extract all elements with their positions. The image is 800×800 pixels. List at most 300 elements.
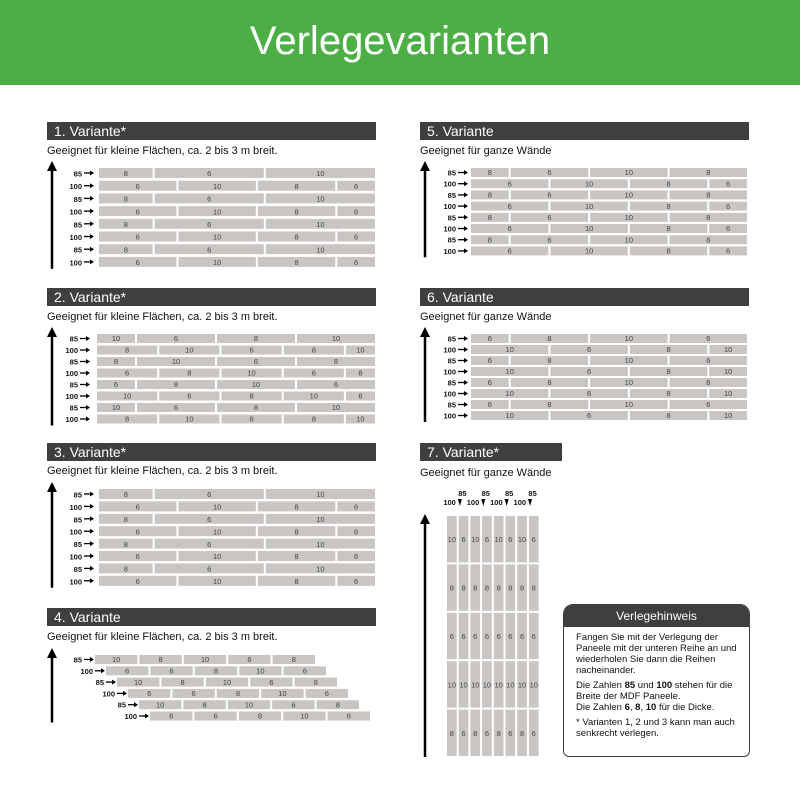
v6-board-thickness: 6 [587,345,592,355]
v3-row-label: 100 [69,502,82,512]
v4-board-thickness: 6 [147,689,152,699]
v1-row-label: 85 [73,245,82,255]
v7-bottom-label: 100 [466,498,480,507]
v3-up-arrow-head [47,482,57,492]
v4-row-arrow-head [101,668,105,673]
v4-row-arrow-head [145,714,149,719]
v2-board-thickness: 6 [249,345,254,355]
v3-board-thickness: 8 [294,502,299,512]
v3-board-thickness: 10 [212,502,222,512]
v3-board-thickness: 8 [123,490,128,500]
v7-board-thickness: 6 [508,632,513,641]
v4-board-thickness: 10 [200,655,210,665]
v2-board-thickness: 10 [122,391,132,401]
v2-board-thickness: 10 [171,357,181,367]
v2-board-thickness: 10 [309,391,318,401]
v4-board-thickness: 8 [158,655,163,665]
v2-row-label: 100 [65,346,78,355]
v7-board-thickness: 10 [471,535,480,545]
v7-board-thickness: 10 [482,680,492,690]
v5-row-label: 100 [443,179,456,189]
v7-bottom-label: 100 [443,498,456,507]
v4-board-thickness: 6 [291,700,296,710]
v2-row-arrow-head [86,394,90,399]
v2-board-thickness: 8 [173,380,179,390]
v7-board-thickness: 6 [531,728,536,738]
v5-board-thickness: 6 [547,190,552,200]
v3-board-thickness: 8 [123,515,128,524]
v4-board-thickness: 8 [335,700,340,710]
hint-paragraph-2 [576,680,743,713]
v1-board-thickness: 6 [354,258,359,268]
v5-board-thickness: 6 [507,224,512,234]
v1-board-thickness: 10 [316,169,325,179]
v5-board-thickness: 10 [584,224,594,234]
v7-board-thickness: 10 [447,535,457,545]
v1-row-label: 100 [69,182,82,192]
v4-board-thickness: 8 [291,655,296,665]
v6-board-thickness: 10 [505,411,514,421]
v1-board-thickness: 6 [135,207,140,217]
v6-board-thickness: 8 [666,345,671,355]
v4-board-thickness: 6 [213,711,218,721]
v7-bottom-label: 100 [490,498,503,507]
v7-board-thickness: 10 [447,680,457,690]
v6-board-thickness: 6 [487,356,492,366]
v4-row-label: 100 [102,689,115,699]
v1-row-arrow-head [90,234,94,239]
v7-board-thickness: 6 [531,632,536,641]
v1-row-arrow-head [90,221,94,226]
v5-board-thickness: 8 [487,168,492,178]
v4-board-thickness: 6 [191,689,196,699]
v6-row-label: 100 [443,367,456,377]
v5-board-thickness: 8 [706,235,711,245]
v2-board-thickness: 10 [185,345,194,355]
v6-row-arrow-head [464,336,468,341]
v6-board-thickness: 10 [505,389,514,399]
v3-board-thickness: 6 [135,502,140,512]
v1-row-label: 85 [73,220,82,230]
v6-board-thickness: 10 [723,411,733,421]
v1-row-arrow-head [90,247,94,252]
v2-board-thickness: 8 [125,414,130,424]
v7-board-thickness: 8 [449,583,454,593]
v7-down-arrow [505,499,509,506]
v7-board-thickness: 8 [508,583,513,593]
v4-board-thickness: 10 [278,689,287,699]
hint-bold-10: 10 [645,702,657,713]
v7-bottom-label: 100 [513,498,527,507]
v3-row-arrow-head [90,492,94,497]
v3-row-arrow-head [90,578,94,583]
v5-row-arrow-head [464,181,468,186]
v5-board-thickness: 10 [624,235,634,245]
v4-row-label: 100 [80,666,93,676]
hint-bold-8: 8 [635,702,641,713]
v6-board-thickness: 6 [587,411,592,421]
v4-up-arrow-head [47,648,57,658]
v5-board-thickness: 6 [547,213,552,222]
v7-board-thickness: 6 [519,632,525,641]
v7-board-thickness: 8 [496,728,501,738]
v3-row-arrow-head [90,529,94,534]
v4-board-thickness: 10 [244,700,254,710]
v4-board-thickness: 10 [134,677,143,687]
v3-board-thickness: 10 [212,552,222,562]
v7-down-arrow [528,499,532,506]
v6-board-thickness: 6 [587,389,592,399]
v4-row-arrow-head [134,702,138,707]
v5-board-thickness: 10 [624,213,634,222]
v3-row-arrow-head [90,566,94,571]
v2-board-thickness: 10 [356,345,365,355]
v2-row-arrow-head [86,359,90,364]
v2-board-thickness: 6 [253,357,259,367]
v5-board-thickness: 10 [584,179,594,189]
v6-board-thickness: 8 [547,334,552,344]
v1-row-arrow-head [90,183,94,188]
v4-board-thickness: 6 [169,666,174,676]
v7-board-thickness: 8 [484,583,490,593]
v5-board-thickness: 8 [487,213,492,222]
hint-text: Die Zahlen [576,680,625,691]
v7-top-label: 85 [458,489,467,498]
v1-row-arrow-head [90,171,94,176]
v2-row-label: 85 [69,380,78,390]
section-subtitle-variant-5: Geeignet für ganze Wände [420,145,552,157]
v2-board-thickness: 8 [113,357,119,367]
v6-board-thickness: 6 [706,400,711,410]
v2-board-thickness: 8 [253,403,259,413]
v5-board-thickness: 6 [507,179,512,189]
v3-board-thickness: 8 [123,564,128,574]
v2-board-thickness: 8 [311,414,316,424]
v5-board-thickness: 8 [487,235,492,245]
v4-board-thickness: 6 [169,711,174,721]
v3-board-thickness: 10 [316,539,325,549]
section-subtitle-variant-3: Geeignet für kleine Flächen, ca. 2 bis 3 m breit. [47,465,278,477]
v5-board-thickness: 6 [507,201,512,211]
v3-board-thickness: 6 [354,502,359,512]
v1-board-thickness: 8 [294,207,299,217]
v1-board-thickness: 8 [123,194,128,204]
v1-board-thickness: 10 [316,245,325,255]
v6-row-label: 85 [447,378,456,388]
v6-board-thickness: 10 [624,378,634,388]
v7-board-thickness: 10 [494,680,503,690]
v2-board-thickness: 6 [187,391,192,401]
v1-board-thickness: 6 [354,181,359,191]
v4-board-thickness: 6 [346,711,351,721]
v4-board-thickness: 8 [213,666,219,676]
v1-row-label: 100 [69,233,82,242]
v3-board-thickness: 6 [354,527,359,537]
v1-row-arrow-head [90,196,94,201]
hint-paragraph-3: * Varianten 1, 2 und 3 kann man auch senkrecht verlegen. [576,717,735,739]
v1-board-thickness: 8 [123,245,128,255]
v4-board-thickness: 10 [112,655,121,665]
v6-row-arrow-head [464,413,468,418]
v7-board-thickness: 6 [484,535,490,545]
v5-up-arrow-head [420,161,430,171]
v6-board-thickness: 6 [706,334,711,344]
v4-board-thickness: 8 [313,677,318,687]
v2-board-thickness: 10 [247,368,256,378]
v3-row-label: 100 [69,552,82,562]
v4-board-thickness: 8 [235,689,241,699]
v7-board-thickness: 8 [519,583,525,593]
v5-board-thickness: 8 [706,168,711,178]
v2-row-label: 85 [69,403,78,413]
v6-row-arrow-head [464,369,468,374]
v6-board-thickness: 10 [624,400,634,410]
v1-board-thickness: 8 [123,220,128,229]
v5-board-thickness: 8 [706,190,711,200]
hint-body [564,627,749,739]
v1-board-thickness: 6 [207,194,212,204]
v4-board-thickness: 10 [222,677,232,687]
v6-board-thickness: 10 [624,356,634,366]
v2-row-label: 100 [65,415,78,424]
v2-row-arrow-head [86,382,90,387]
v4-row-arrow-head [123,691,127,696]
v3-board-thickness: 6 [135,577,140,586]
v5-row-label: 85 [447,190,456,200]
v5-row-arrow-head [464,237,468,242]
v4-row-arrow-head [90,657,94,662]
v3-row-arrow-head [90,504,94,509]
v6-row-label: 85 [447,400,456,410]
v2-board-thickness: 8 [253,334,259,344]
v1-board-thickness: 10 [212,181,222,191]
page-title: Verlegevarianten [249,19,551,63]
v5-row-label: 85 [447,168,456,178]
v3-board-thickness: 10 [212,577,222,586]
v1-board-thickness: 6 [135,181,140,191]
v3-board-thickness: 6 [135,552,140,562]
v1-row-arrow-head [90,259,94,264]
v4-row-label: 85 [73,655,82,665]
hint-bold-85: 85 [624,680,636,691]
v2-board-thickness: 6 [113,380,119,390]
v7-board-thickness: 10 [494,535,503,545]
v5-board-thickness: 6 [726,201,731,211]
v5-board-thickness: 10 [624,168,634,178]
v3-board-thickness: 6 [207,515,212,524]
v6-board-thickness: 6 [487,400,492,410]
v6-row-arrow-head [464,347,468,352]
v4-board-thickness: 10 [300,711,309,721]
v2-board-thickness: 10 [356,414,365,424]
v5-board-thickness: 6 [726,179,731,189]
v3-board-thickness: 10 [212,527,222,537]
v5-row-label: 85 [447,235,456,245]
v5-board-thickness: 6 [547,168,552,178]
v5-board-thickness: 8 [666,201,671,211]
v6-row-arrow-head [464,402,468,407]
v1-board-thickness: 8 [123,169,128,179]
v4-board-thickness: 6 [302,666,307,676]
laying-hint-box [563,604,750,757]
v2-board-thickness: 10 [251,380,261,390]
v4-board-thickness: 10 [256,666,265,676]
v1-row-label: 100 [69,207,82,217]
v7-board-thickness: 6 [508,535,513,545]
v5-row-label: 100 [443,246,456,256]
v2-board-thickness: 6 [125,368,130,378]
v2-board-thickness: 6 [311,368,316,378]
v7-board-thickness: 10 [506,680,515,690]
v3-row-label: 85 [73,540,82,550]
v6-board-thickness: 10 [723,367,733,377]
v7-board-thickness: 8 [496,583,501,593]
v2-board-thickness: 8 [333,357,339,367]
v6-board-thickness: 10 [723,389,733,399]
v3-board-thickness: 6 [354,552,359,562]
v1-row-arrow-head [90,209,94,214]
v2-board-thickness: 10 [331,403,341,413]
v1-board-thickness: 10 [316,220,325,229]
v5-board-thickness: 6 [726,246,731,256]
v5-board-thickness: 10 [584,201,594,211]
v3-row-label: 100 [69,577,82,587]
v3-board-thickness: 6 [135,527,140,537]
v3-row-label: 85 [73,490,82,500]
v6-row-arrow-head [464,358,468,363]
v4-board-thickness: 6 [247,655,252,665]
v7-board-thickness: 6 [461,728,466,738]
v3-row-arrow-head [90,516,94,521]
v7-board-thickness: 10 [517,535,527,545]
v3-board-thickness: 10 [316,564,325,574]
v2-board-thickness: 6 [173,334,179,344]
v2-board-thickness: 8 [125,345,130,355]
v3-board-thickness: 6 [354,577,359,586]
v4-board-thickness: 6 [269,677,274,687]
v5-row-arrow-head [464,204,468,209]
v3-row-label: 85 [73,564,82,574]
v2-board-thickness: 8 [249,391,254,401]
hint-text: stehen für die Breite der MDF Paneele. [576,680,733,702]
v6-board-thickness: 6 [706,356,711,366]
v3-board-thickness: 8 [294,552,299,562]
hint-text: , [629,702,636,713]
v4-row-label: 85 [117,700,126,710]
v1-board-thickness: 6 [354,232,359,242]
v4-board-thickness: 6 [125,666,130,676]
v6-board-thickness: 8 [547,356,552,366]
v7-board-thickness: 6 [508,728,513,738]
v2-row-arrow-head [86,348,90,353]
v2-board-thickness: 6 [333,380,339,390]
v4-row-label: 100 [124,712,137,721]
v5-board-thickness: 8 [666,224,671,234]
v3-row-arrow-head [90,554,94,559]
v6-up-arrow-head [420,327,430,337]
v1-board-thickness: 10 [212,258,222,268]
section-subtitle-variant-4: Geeignet für kleine Flächen, ca. 2 bis 3 m breit. [47,631,278,643]
section-title-variant-7: 7. Variante* [420,443,562,461]
v5-row-label: 85 [447,213,456,223]
v5-board-thickness: 8 [706,213,711,222]
hint-bold-100: 100 [656,680,673,691]
v6-board-thickness: 8 [666,389,671,399]
v1-board-thickness: 8 [294,181,299,191]
v2-board-thickness: 6 [173,403,179,413]
v3-board-thickness: 6 [207,490,212,500]
v7-board-thickness: 6 [449,632,454,641]
section-title-variant-6: 6. Variante [420,288,749,306]
hint-title: Verlegehinweis [564,605,749,627]
v7-board-thickness: 6 [484,632,490,641]
v6-row-label: 100 [443,345,456,355]
v3-board-thickness: 10 [316,515,325,524]
v2-board-thickness: 6 [249,414,254,424]
v7-top-label: 85 [528,489,537,498]
v2-up-arrow-head [47,327,57,337]
v2-row-label: 85 [69,334,78,344]
v1-board-thickness: 6 [207,220,212,229]
v7-board-thickness: 8 [449,728,454,738]
v2-board-thickness: 10 [185,414,194,424]
v7-board-thickness: 8 [531,583,536,593]
hint-text: für die Dicke. [656,702,715,713]
v7-board-thickness: 10 [471,680,480,690]
v1-board-thickness: 6 [135,258,140,268]
section-title-variant-3: 3. Variante* [47,443,376,461]
v7-board-thickness: 10 [517,680,527,690]
v2-row-arrow-head [86,405,90,410]
v2-board-thickness: 10 [331,334,341,344]
v1-board-thickness: 6 [207,245,212,255]
v7-board-thickness: 6 [484,728,490,738]
v3-board-thickness: 6 [207,564,212,574]
v4-board-thickness: 8 [257,711,263,721]
v6-board-thickness: 6 [487,334,492,344]
v6-board-thickness: 10 [505,367,514,377]
v6-board-thickness: 8 [547,400,552,410]
v1-up-arrow-head [47,161,57,171]
v5-row-arrow-head [464,192,468,197]
v2-row-label: 100 [65,369,78,378]
v6-row-label: 85 [447,334,456,344]
v7-board-thickness: 6 [461,632,466,641]
v7-board-thickness: 6 [461,535,466,545]
v5-board-thickness: 10 [584,246,594,256]
v6-board-thickness: 6 [587,367,592,377]
v1-board-thickness: 6 [354,207,359,217]
v5-board-thickness: 8 [666,246,671,256]
v1-row-label: 85 [73,194,82,204]
v7-board-thickness: 8 [461,583,466,593]
v6-board-thickness: 10 [723,345,733,355]
v4-board-thickness: 10 [156,700,165,710]
v6-row-arrow-head [464,391,468,396]
v4-board-thickness: 8 [202,700,207,710]
v4-row-arrow-head [112,680,116,685]
v2-row-arrow-head [86,371,90,376]
v6-board-thickness: 6 [487,378,492,388]
v2-board-thickness: 10 [111,334,121,344]
v7-board-thickness: 6 [531,535,536,545]
v6-row-label: 85 [447,356,456,366]
v2-board-thickness: 8 [358,368,363,378]
section-subtitle-variant-7: Geeignet für ganze Wände [420,467,552,479]
v2-board-thickness: 8 [311,345,316,355]
v5-board-thickness: 10 [624,190,634,200]
v2-board-thickness: 6 [358,391,363,401]
